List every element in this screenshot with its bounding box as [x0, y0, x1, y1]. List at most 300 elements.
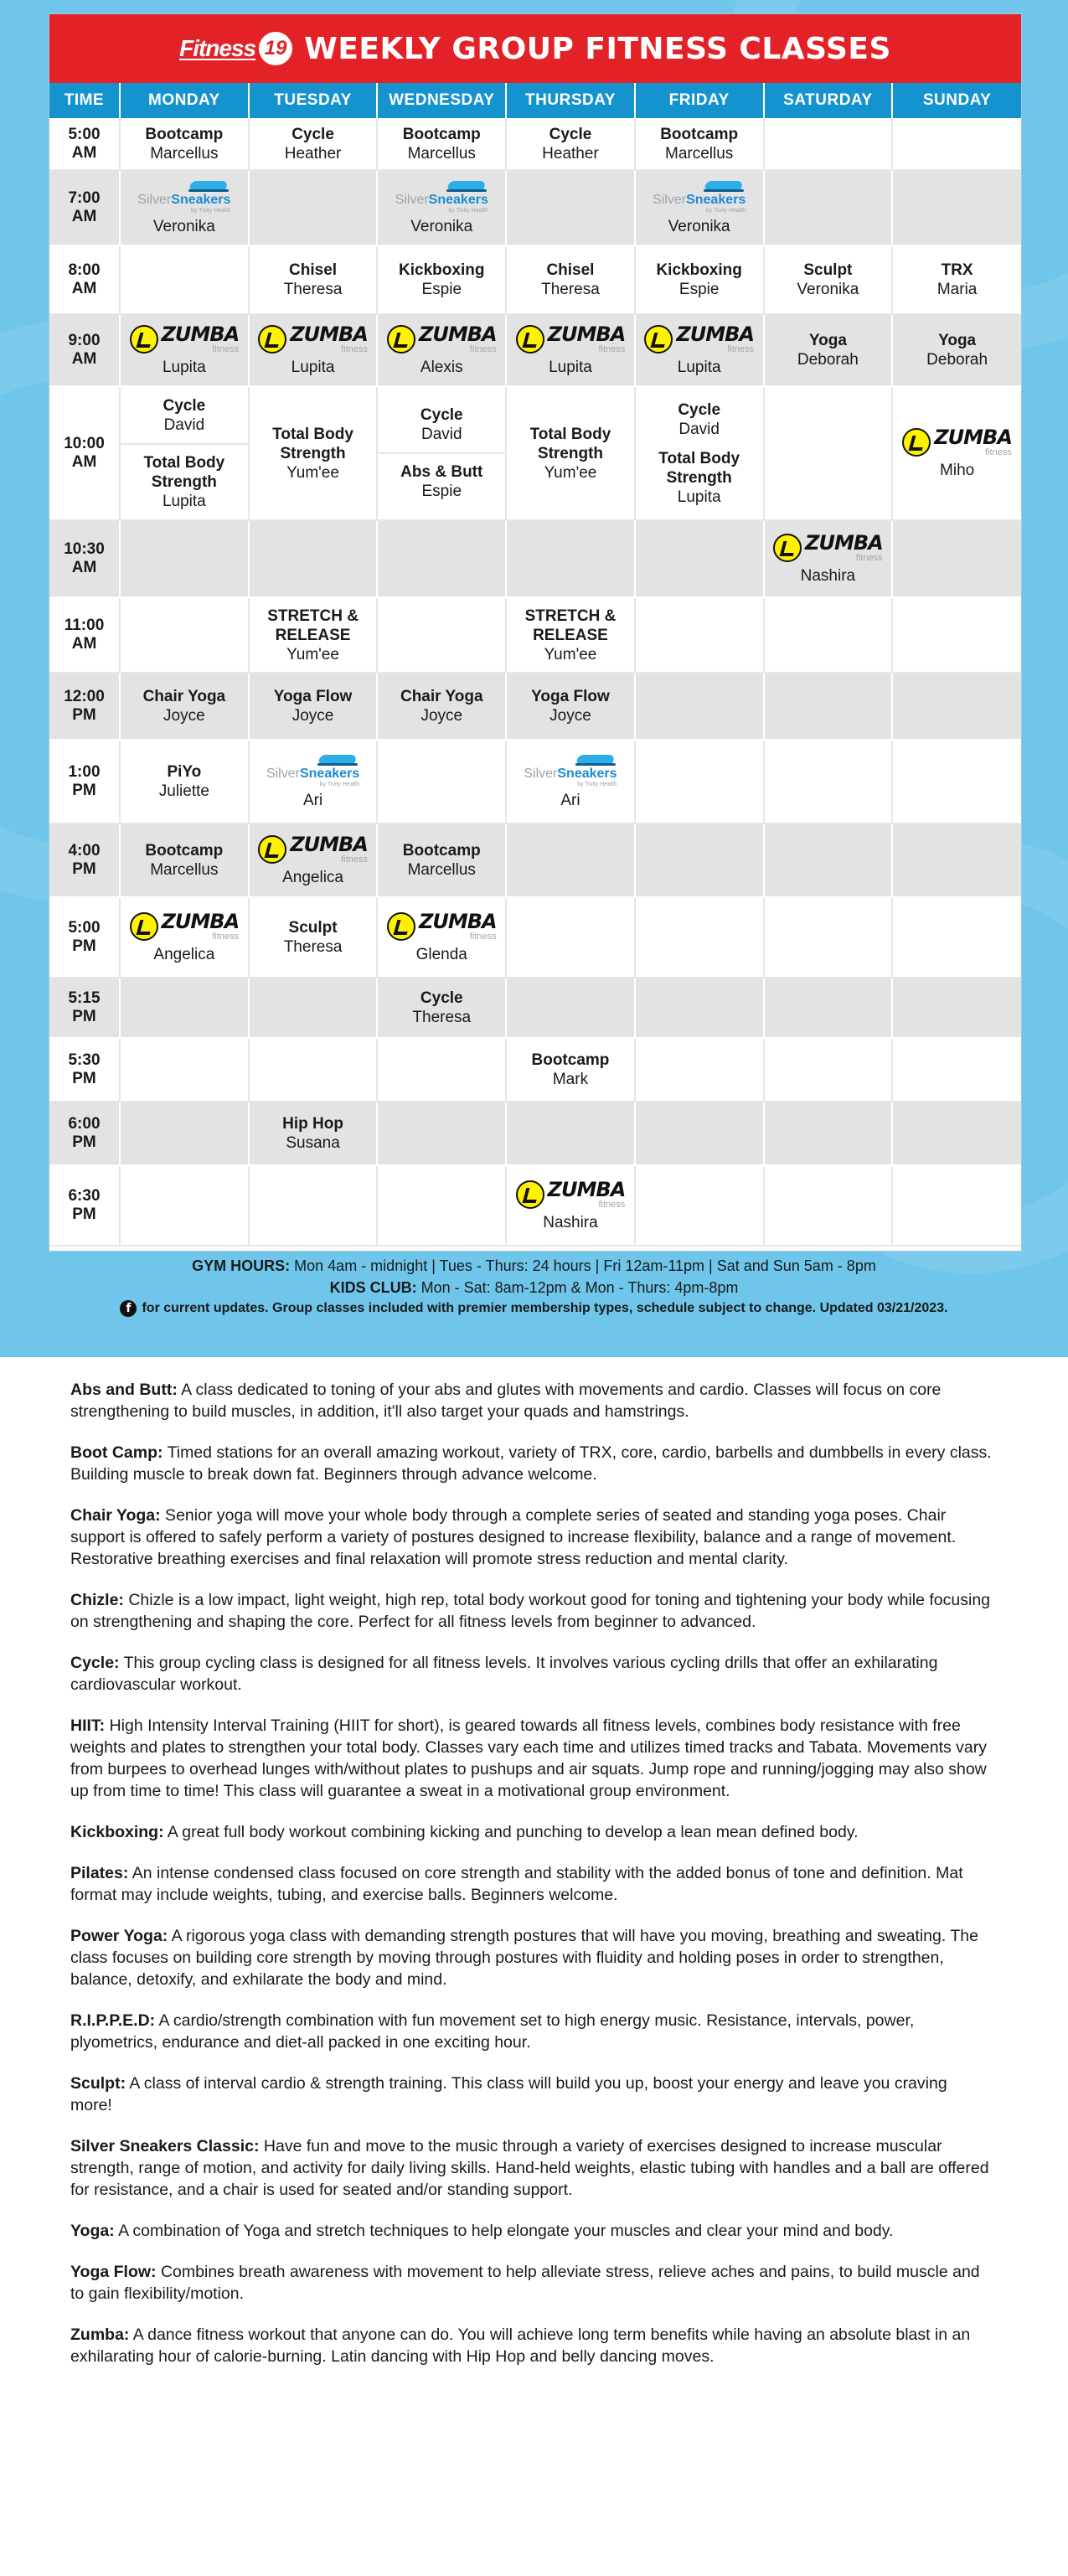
class-description-text: Have fun and move to the music through a variety of exercises designed to increase muscular strength, range of motion, and activity for daily living skills. Hand-held weights, elastic tubing with handles and a ball are offered for resistance, and a chair is used for seated and/or standing support. — [70, 2137, 989, 2199]
class-slot-part — [121, 443, 248, 511]
empty-slot — [764, 1038, 893, 1102]
zumba-subtitle: fitness — [469, 931, 497, 942]
time-label: AM — [71, 280, 97, 297]
time-label: AM — [71, 350, 97, 368]
column-header-time: TIME — [49, 83, 120, 118]
silver-sneakers-word-sneakers: Sneakers — [299, 767, 360, 781]
time-cell — [49, 1038, 120, 1102]
time-label: 5:15 — [68, 989, 101, 1007]
instructor-name: Veronika — [668, 218, 730, 235]
class-name: Cycle — [549, 125, 592, 143]
empty-slot — [892, 520, 1021, 597]
zumba-logo — [130, 911, 240, 942]
time-cell — [49, 740, 120, 823]
instructor-name: Deborah — [926, 351, 988, 369]
class-slot-part — [637, 449, 761, 507]
zumba-icon — [773, 534, 802, 562]
empty-slot — [377, 1165, 506, 1246]
time-label: PM — [72, 706, 96, 724]
class-description-text: An intense condensed class focused on core strength and stability with the added bonus of tone and definition. Mat format may include weights, tubing, and exercise balls. Beginners welcome. — [70, 1864, 963, 1904]
class-name: Hip Hop — [282, 1115, 343, 1133]
zumba-icon — [902, 428, 931, 457]
class-name: Yoga Flow — [273, 688, 353, 705]
empty-slot — [249, 520, 378, 597]
class-name: Yoga Flow — [531, 688, 610, 705]
instructor-name: Marcellus — [150, 861, 219, 879]
empty-slot — [892, 673, 1021, 740]
class-name: Bootcamp — [145, 842, 224, 860]
empty-slot — [506, 978, 635, 1038]
instructor-name: Lupita — [291, 358, 335, 376]
empty-slot — [892, 1165, 1021, 1246]
class-slot — [635, 386, 764, 520]
empty-slot — [120, 245, 249, 314]
zumba-wordmark: ZUMBA — [547, 322, 626, 346]
class-description — [70, 2261, 993, 2305]
class-name: Chisel — [546, 261, 595, 279]
empty-slot — [764, 897, 893, 978]
class-description-text: A rigorous yoga class with demanding strength postures that will have you moving, breathing and sweating. The class focuses on building core strength by moving through postures with fluidity and holding poses in order to strengthen, balance, detoxify, and exhilarate the body and mind. — [70, 1927, 978, 1989]
class-slot — [377, 245, 506, 314]
silver-sneakers-word-silver: Silver — [137, 193, 172, 207]
instructor-name: Veronika — [152, 218, 215, 235]
instructor-name: Heather — [542, 144, 599, 163]
class-description-name: Boot Camp: — [70, 1443, 163, 1462]
class-name: Total Body Strength — [658, 449, 740, 487]
class-name: Yoga — [938, 332, 977, 349]
class-slot — [506, 673, 635, 740]
instructor-name: Espie — [678, 281, 720, 298]
schedule-row — [49, 823, 1021, 897]
empty-slot — [892, 597, 1021, 673]
class-description-name: Sculpt: — [70, 2074, 126, 2093]
class-name: Bootcamp — [531, 1051, 610, 1069]
time-label: 5:00 — [68, 125, 101, 143]
schedule-row — [49, 520, 1021, 597]
class-description-name: Chizle: — [70, 1591, 124, 1609]
schedule-row — [49, 740, 1021, 823]
instructor-name: Theresa — [412, 1009, 472, 1026]
instructor-name: Veronika — [410, 218, 473, 235]
class-description-text: This group cycling class is designed for all fitness levels. It involves various cycling drills that offer an exhilarating cardiovascular workout. — [70, 1654, 938, 1694]
empty-slot — [764, 1165, 893, 1246]
empty-slot — [635, 597, 764, 673]
zumba-icon — [516, 1180, 544, 1209]
class-slot — [506, 1038, 635, 1102]
class-description-name: Abs and Butt: — [70, 1381, 178, 1399]
instructor-name: Lupita — [677, 488, 721, 506]
zumba-icon — [130, 912, 158, 941]
instructor-name: Ari — [302, 792, 323, 809]
zumba-logo — [516, 1177, 626, 1210]
class-description-name: Power Yoga: — [70, 1927, 168, 1945]
brand-number: 19 — [259, 32, 292, 65]
facebook-icon[interactable]: f — [120, 1300, 137, 1317]
instructor-name: Joyce — [549, 707, 591, 725]
class-name: Cycle — [163, 396, 206, 415]
instructor-name: Yum'ee — [544, 463, 597, 482]
zumba-icon — [258, 835, 286, 864]
class-name: Yoga — [808, 332, 847, 349]
silver-sneakers-word-silver: Silver — [524, 767, 558, 781]
time-label: 8:00 — [68, 261, 101, 279]
class-description-text: A great full body workout combining kicking and punching to develop a lean mean defined body. — [163, 1823, 859, 1841]
empty-slot — [249, 1038, 378, 1102]
sneaker-icon — [443, 179, 488, 193]
class-slot — [377, 673, 506, 740]
empty-slot — [249, 170, 378, 245]
empty-slot — [892, 823, 1021, 897]
class-description — [70, 1821, 993, 1843]
silver-sneakers-wordmark — [395, 193, 488, 208]
empty-slot — [120, 978, 249, 1038]
gym-info — [0, 1255, 1068, 1317]
class-schedule-table — [49, 83, 1021, 1247]
instructor-name: Maria — [936, 281, 978, 298]
time-cell — [49, 897, 120, 978]
zumba-icon — [387, 912, 415, 941]
zumba-logo — [773, 530, 883, 563]
class-slot — [249, 386, 378, 520]
class-name: Total Body Strength — [143, 453, 225, 491]
instructor-name: Theresa — [283, 281, 343, 298]
instructor-name: Lupita — [162, 358, 206, 376]
class-description — [70, 1925, 993, 1990]
instructor-name: David — [678, 420, 720, 438]
zumba-wordmark: ZUMBA — [290, 832, 368, 856]
empty-slot — [892, 740, 1021, 823]
silver-sneakers-word-sneakers: Sneakers — [428, 193, 488, 207]
schedule-row — [49, 118, 1021, 170]
schedule-row — [49, 897, 1021, 978]
column-header-wednesday: WEDNESDAY — [377, 83, 506, 118]
zumba-icon — [516, 325, 544, 354]
empty-slot — [249, 978, 378, 1038]
schedule-row — [49, 978, 1021, 1038]
silver-sneakers-logo — [653, 179, 746, 214]
time-cell — [49, 673, 120, 740]
class-description — [70, 2010, 993, 2053]
kids-club-label: KIDS CLUB: — [329, 1279, 417, 1296]
silver-sneakers-logo — [266, 753, 359, 787]
gym-hours-text: Mon 4am - midnight | Tues - Thurs: 24 hours | Fri 12am-11pm | Sat and Sun 5am - 8pm — [290, 1257, 876, 1274]
column-header-thursday: THURSDAY — [506, 83, 635, 118]
instructor-name: Angelica — [282, 868, 343, 886]
class-description-text: A class dedicated to toning of your abs and glutes with movements and cardio. Classes will focus on core strengthening to build muscles, in addition, it'll also target your quads and hamstrings. — [70, 1381, 942, 1421]
time-label: PM — [72, 1008, 96, 1025]
class-slot — [506, 118, 635, 170]
time-label: 6:30 — [68, 1187, 101, 1205]
empty-slot — [635, 1038, 764, 1102]
instructor-name: Heather — [284, 144, 342, 163]
column-header-sunday: SUNDAY — [892, 83, 1021, 118]
instructor-name: Miho — [940, 461, 975, 479]
silver-sneakers-wordmark — [653, 193, 746, 208]
class-description-text: A dance fitness workout that anyone can do. You will achieve long term benefits while having an absolute blast in an exhilarating hour of calorie-burning. Latin dancing with Hip Hop and belly dancing moves. — [70, 2326, 971, 2366]
zumba-subtitle: fitness — [341, 343, 368, 354]
empty-slot — [635, 520, 764, 597]
empty-slot — [635, 740, 764, 823]
empty-slot — [377, 520, 506, 597]
zumba-wordmark: ZUMBA — [290, 322, 368, 346]
time-label: 5:00 — [68, 919, 101, 937]
time-label: AM — [71, 143, 97, 162]
silver-sneakers-tagline: by Tivity Health — [319, 782, 360, 787]
class-name: Total Body Strength — [529, 425, 611, 462]
zumba-logo — [258, 834, 368, 865]
schedule-body — [49, 118, 1021, 1246]
class-slot — [120, 673, 249, 740]
zumba-subtitle: fitness — [855, 552, 883, 563]
zumba-wordmark: ZUMBA — [161, 322, 240, 346]
class-slot — [249, 897, 378, 978]
instructor-name: Theresa — [541, 281, 600, 298]
class-description-name: Pilates: — [70, 1864, 129, 1882]
instructor-name: Marcellus — [150, 144, 219, 163]
class-slot — [377, 118, 506, 170]
class-slot-part — [637, 400, 761, 439]
empty-slot — [506, 1102, 635, 1165]
time-cell — [49, 597, 120, 673]
zumba-subtitle: fitness — [469, 343, 497, 354]
class-description-name: Zumba: — [70, 2326, 130, 2344]
class-name: Cycle — [420, 406, 463, 424]
class-description — [70, 1442, 993, 1485]
silver-sneakers-wordmark — [137, 193, 230, 208]
zumba-icon — [387, 325, 415, 354]
class-name: STRETCH & RELEASE — [524, 607, 617, 644]
class-description-text: Combines breath awareness with movement to help alleviate stress, relieve aches and pains, to build muscle and to gain flexibility/motion. — [70, 2263, 980, 2303]
class-name: Cycle — [420, 989, 463, 1007]
zumba-logo-text — [548, 324, 626, 354]
zumba-wordmark: ZUMBA — [934, 425, 1012, 449]
zumba-logo — [516, 324, 626, 354]
sneaker-icon — [700, 179, 746, 193]
class-slot — [120, 314, 249, 386]
class-slot — [635, 314, 764, 386]
zumba-wordmark: ZUMBA — [161, 909, 240, 933]
empty-slot — [892, 118, 1021, 170]
time-label: AM — [71, 453, 97, 471]
class-description — [70, 2220, 993, 2242]
class-description — [70, 1379, 993, 1422]
schedule-row — [49, 170, 1021, 245]
instructor-name: Marcellus — [665, 144, 734, 163]
gym-hours — [0, 1255, 1068, 1277]
schedule-row — [49, 597, 1021, 673]
empty-slot — [892, 1102, 1021, 1165]
time-label: PM — [72, 782, 96, 799]
empty-slot — [635, 897, 764, 978]
instructor-name: Angelica — [153, 945, 215, 963]
class-slot — [249, 1102, 378, 1165]
class-slot — [249, 245, 378, 314]
instructor-name: Joyce — [163, 707, 205, 725]
empty-slot — [120, 1102, 249, 1165]
class-name: Bootcamp — [402, 125, 481, 143]
schedule-row — [49, 1038, 1021, 1102]
empty-slot — [764, 1102, 893, 1165]
zumba-wordmark: ZUMBA — [805, 530, 883, 555]
time-label: AM — [71, 635, 97, 653]
class-slot — [377, 823, 506, 897]
silver-sneakers-word-sneakers: Sneakers — [171, 193, 231, 207]
silver-sneakers-word-sneakers: Sneakers — [686, 193, 746, 207]
class-name: Kickboxing — [656, 261, 742, 279]
time-label: 1:00 — [68, 763, 101, 781]
empty-slot — [506, 823, 635, 897]
empty-slot — [377, 740, 506, 823]
time-label: 10:30 — [64, 540, 105, 558]
class-description-name: HIIT: — [70, 1716, 106, 1735]
class-slot — [120, 118, 249, 170]
time-label: PM — [72, 1070, 96, 1087]
class-slot — [892, 386, 1021, 520]
instructor-name: Joyce — [420, 707, 463, 725]
class-slot — [377, 897, 506, 978]
instructor-name: Yum'ee — [286, 463, 339, 482]
zumba-logo-text — [419, 911, 497, 942]
class-name: Sculpt — [803, 261, 853, 279]
zumba-logo-text — [419, 324, 497, 354]
class-description-text: Senior yoga will move your whole body through a complete series of seated and standing yoga poses. Chair support is offered to safely perform a variety of postures designed to increase flexibility, balance and a range of movement. Restorative breathing exercises and final relaxation will promote stress reduction and mental clarity. — [70, 1506, 957, 1568]
time-label: 11:00 — [64, 617, 105, 634]
instructor-name: Theresa — [283, 938, 343, 956]
time-cell — [49, 170, 120, 245]
zumba-subtitle: fitness — [598, 343, 626, 354]
zumba-logo-text — [290, 834, 368, 865]
class-description — [70, 1505, 993, 1570]
empty-slot — [120, 520, 249, 597]
class-description-name: Kickboxing: — [70, 1823, 164, 1841]
class-slot — [764, 520, 893, 597]
zumba-icon — [644, 325, 673, 354]
instructor-name: Alexis — [420, 358, 463, 376]
time-cell — [49, 386, 120, 520]
banner — [49, 14, 1021, 83]
class-description-name: Yoga: — [70, 2222, 115, 2240]
empty-slot — [120, 1165, 249, 1246]
class-slot — [377, 170, 506, 245]
class-slot — [506, 314, 635, 386]
zumba-subtitle: fitness — [212, 343, 240, 354]
schedule-card — [49, 13, 1022, 1252]
empty-slot — [635, 1165, 764, 1246]
sneaker-icon — [314, 753, 359, 767]
zumba-logo — [130, 324, 240, 354]
class-description — [70, 2324, 993, 2367]
class-slot-part — [378, 405, 505, 452]
class-name: Sculpt — [288, 919, 338, 937]
zumba-wordmark: ZUMBA — [547, 1177, 626, 1201]
class-name: Bootcamp — [402, 842, 481, 860]
class-name: Kickboxing — [399, 261, 485, 279]
schedule-row — [49, 673, 1021, 740]
empty-slot — [120, 597, 249, 673]
silver-sneakers-tagline: by Tivity Health — [577, 782, 617, 787]
time-label: PM — [72, 1205, 96, 1223]
class-slot — [120, 823, 249, 897]
zumba-icon — [258, 325, 286, 354]
zumba-subtitle: fitness — [341, 854, 368, 865]
kids-club-text: Mon - Sat: 8am-12pm & Mon - Thurs: 4pm-8pm — [416, 1279, 739, 1296]
class-descriptions — [0, 1357, 1068, 2367]
empty-slot — [377, 1102, 506, 1165]
empty-slot — [506, 170, 635, 245]
instructor-name: Deborah — [797, 351, 859, 369]
column-header-monday: MONDAY — [120, 83, 249, 118]
time-label: AM — [71, 208, 97, 225]
time-label: 9:00 — [68, 332, 101, 349]
class-slot — [120, 897, 249, 978]
instructor-name: Lupita — [549, 358, 592, 376]
class-description-text: Chizle is a low impact, light weight, high rep, total body workout good for toning and tightening your body while focusing on strengthening and shaping the core. Perfect for all fitness levels from beginner to advanced. — [70, 1591, 991, 1631]
time-label: 5:30 — [68, 1051, 101, 1069]
class-name: TRX — [941, 261, 973, 279]
instructor-name: David — [163, 416, 205, 434]
empty-slot — [635, 978, 764, 1038]
column-header-friday: FRIDAY — [635, 83, 764, 118]
schedule-row — [49, 314, 1021, 386]
silver-sneakers-tagline: by Tivity Health — [705, 208, 746, 214]
time-label: PM — [72, 937, 96, 955]
empty-slot — [506, 897, 635, 978]
instructor-name: Marcellus — [407, 144, 476, 163]
header-row — [49, 83, 1021, 118]
time-cell — [49, 314, 120, 386]
instructor-name: Juliette — [158, 782, 209, 800]
class-slot — [506, 386, 635, 520]
class-slot — [506, 1165, 635, 1246]
instructor-name: Ari — [560, 792, 580, 809]
column-header-tuesday: TUESDAY — [249, 83, 378, 118]
class-name: Cycle — [678, 400, 721, 419]
zumba-wordmark: ZUMBA — [418, 909, 497, 933]
zumba-logo-text — [547, 1177, 626, 1210]
zumba-subtitle: fitness — [598, 1199, 626, 1210]
class-slot — [249, 823, 378, 897]
zumba-logo — [902, 427, 1012, 457]
instructor-name: Nashira — [800, 566, 856, 585]
silver-sneakers-logo — [137, 179, 230, 214]
class-slot — [635, 118, 764, 170]
zumba-icon — [130, 325, 158, 354]
class-slot — [120, 740, 249, 823]
instructor-name: Joyce — [292, 707, 334, 725]
silver-sneakers-tagline: by Tivity Health — [190, 208, 231, 214]
empty-slot — [635, 1102, 764, 1165]
empty-slot — [377, 1038, 506, 1102]
instructor-name: Lupita — [162, 492, 206, 510]
time-label: PM — [72, 860, 96, 878]
zumba-logo-text — [676, 324, 754, 354]
zumba-subtitle: fitness — [212, 931, 240, 942]
time-label: 4:00 — [68, 842, 101, 860]
schedule-row — [49, 245, 1021, 314]
zumba-subtitle: fitness — [727, 343, 754, 354]
instructor-name: Espie — [421, 281, 462, 298]
class-description-name: Silver Sneakers Classic: — [70, 2137, 260, 2155]
empty-slot — [892, 1038, 1021, 1102]
column-header-saturday: SATURDAY — [764, 83, 893, 118]
empty-slot — [892, 897, 1021, 978]
silver-sneakers-word-silver: Silver — [653, 193, 687, 207]
class-name: Cycle — [292, 125, 334, 143]
class-description-name: Chair Yoga: — [70, 1506, 161, 1525]
silver-sneakers-logo — [395, 179, 488, 214]
updates-text: for current updates. Group classes included with premier membership types, schedule subject to change. Updated 03/21/2023. — [142, 1301, 948, 1315]
silver-sneakers-word-silver: Silver — [266, 767, 300, 781]
